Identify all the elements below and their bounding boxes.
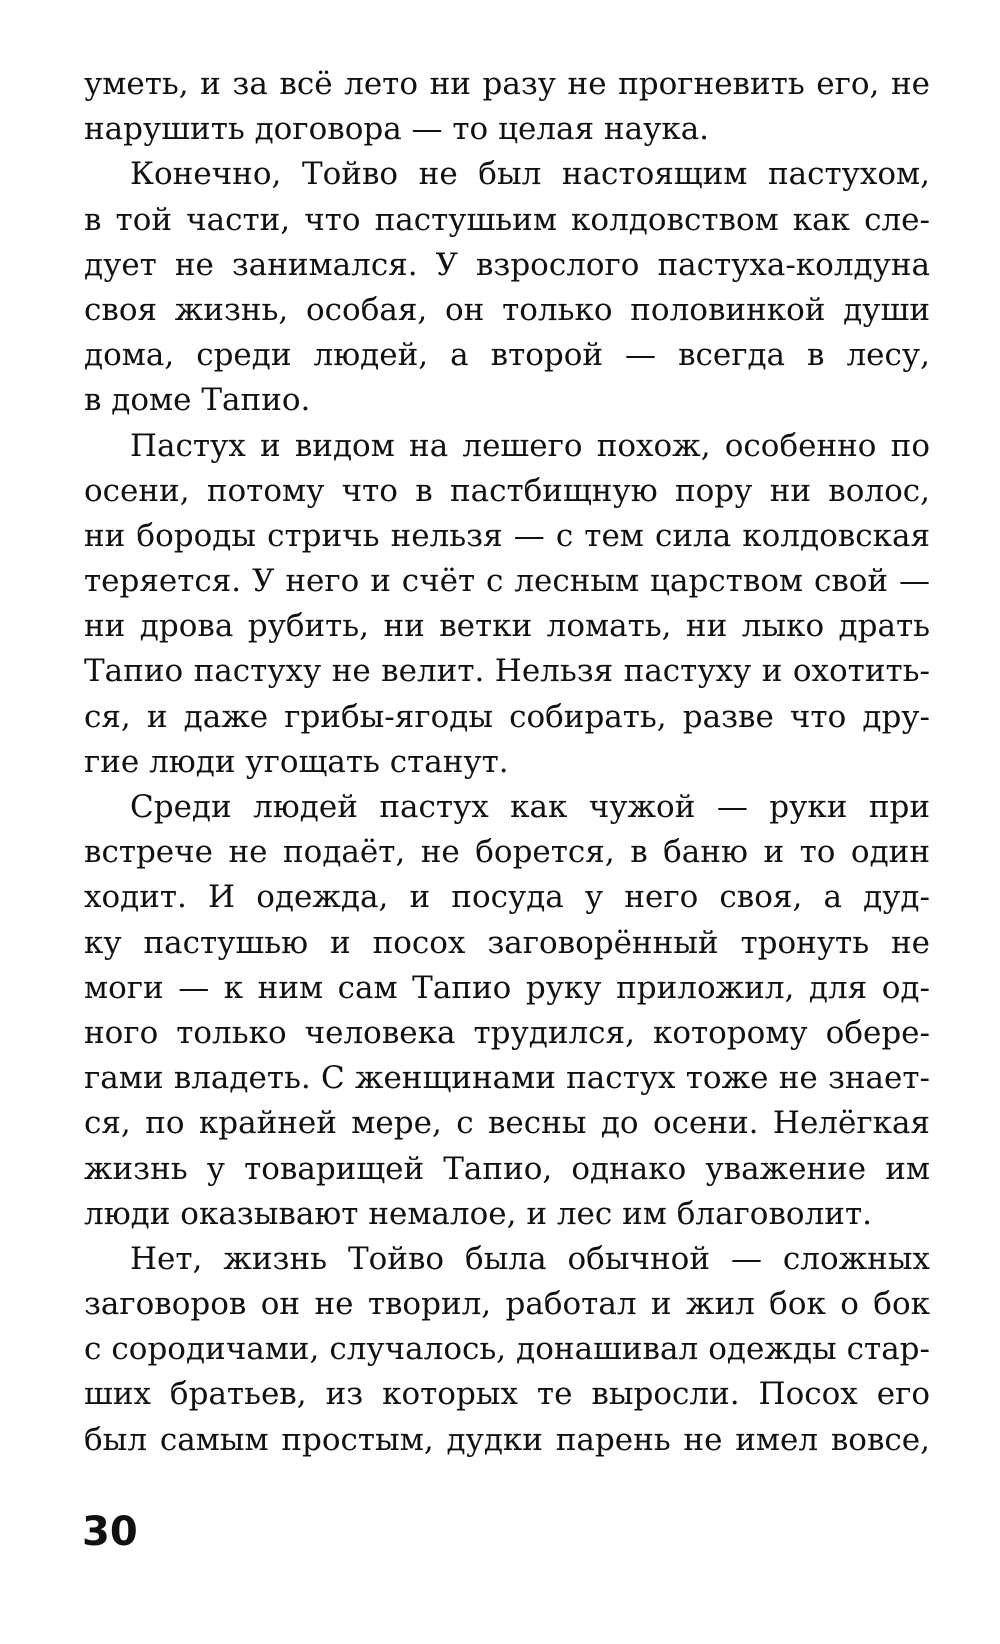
text-line: ся, по крайней мере, с весны до осени. Нелёгкая	[84, 1105, 930, 1142]
text-line: ни дрова рубить, ни ветки ломать, ни лыко драть	[84, 608, 930, 645]
text-line: гами владеть. С женщинами пастух тоже не знает-	[84, 1060, 930, 1097]
text-line: Нет, жизнь Тойво была обычной — сложных	[130, 1240, 930, 1277]
text-line: теряется. У него и счёт с лесным царством свой —	[84, 563, 930, 600]
text-line: заговоров он не творил, работал и жил бок о бок	[84, 1286, 930, 1323]
text-line: встрече не подаёт, не борется, в баню и то один	[84, 834, 930, 871]
text-line: в той части, что пастушьим колдовством как сле-	[84, 201, 930, 238]
text-line: ни бороды стричь нельзя — с тем сила колдовская	[84, 517, 930, 554]
text-line: нарушить договора — то целая наука.	[84, 111, 710, 148]
text-line: ходит. И одежда, и посуда у него своя, а дуд-	[84, 879, 930, 916]
text-line: люди оказывают немалое, и лес им благоволит.	[84, 1195, 872, 1232]
text-line: дома, среди людей, а второй — всегда в лесу,	[84, 337, 930, 374]
text-line: моги — к ним сам Тапио руку приложил, для од-	[84, 969, 930, 1006]
text-line: с сородичами, случалось, донашивал одежды стар-	[84, 1331, 930, 1368]
text-line: был самым простым, дудки парень не имел вовсе,	[84, 1421, 930, 1458]
text-line: Пастух и видом на лешего похож, особенно по	[130, 427, 930, 464]
text-line: в доме Тапио.	[84, 382, 311, 419]
text-line: гие люди угощать станут.	[84, 743, 509, 780]
text-line: ся, и даже грибы-ягоды собирать, разве что дру-	[84, 698, 930, 735]
text-line: уметь, и за всё лето ни разу не прогневить его, не	[84, 66, 930, 102]
text-line: дует не занимался. У взрослого пастуха-колдуна	[84, 246, 930, 283]
text-line: Конечно, Тойво не был настоящим пастухом,	[130, 156, 930, 193]
body-text	[84, 62, 930, 1463]
text-line: Тапио пастуху не велит. Нельзя пастуху и охотить-	[84, 653, 930, 690]
text-line: ших братьев, из которых те выросли. Посох его	[84, 1376, 930, 1413]
page-number: 30	[82, 1509, 138, 1555]
text-line: ку пастушью и посох заговорённый тронуть не	[84, 924, 930, 961]
text-line: осени, потому что в пастбищную пору ни волос,	[84, 472, 930, 509]
text-line: жизнь у товарищей Тапио, однако уважение им	[84, 1150, 930, 1187]
text-line: Среди людей пастух как чужой — руки при	[130, 789, 930, 825]
text-line: ного только человека трудился, которому обере-	[84, 1014, 930, 1051]
text-line: своя жизнь, особая, он только половинкой души	[84, 291, 930, 328]
